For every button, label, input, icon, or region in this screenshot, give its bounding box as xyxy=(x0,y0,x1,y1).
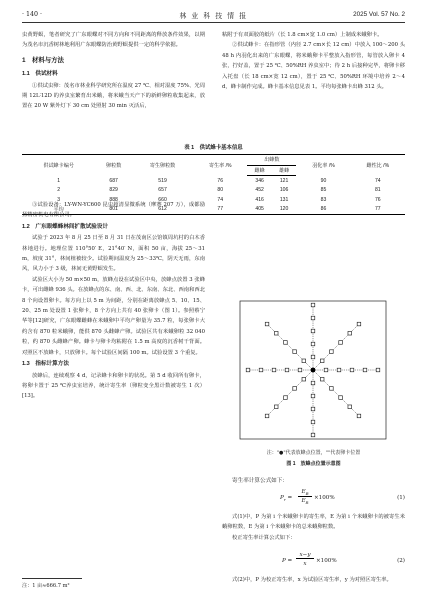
direction-line xyxy=(267,370,313,416)
table-row xyxy=(22,176,405,186)
egg-card-marker xyxy=(274,331,278,335)
egg-card-marker xyxy=(311,433,315,437)
table-cell: 612 xyxy=(132,205,193,215)
formula-1-den-symbol: E xyxy=(301,498,306,504)
direction-line xyxy=(313,324,359,370)
egg-card-marker xyxy=(265,414,269,418)
left-column-top xyxy=(22,30,205,112)
formula-2 xyxy=(222,552,405,574)
release-point-marker xyxy=(311,368,316,373)
egg-card-marker xyxy=(357,414,361,418)
table-cell: 405 xyxy=(247,205,271,215)
figure-legend: 注："●"代表放蜂点位置，""代表卵卡位置 xyxy=(266,450,361,456)
table-cell: 76 xyxy=(374,196,381,203)
formula-1 xyxy=(222,489,405,511)
egg-card-marker xyxy=(302,377,306,381)
footnote: 注：1 亩≈666.7 m² xyxy=(22,583,70,589)
formula-1-den-sub: R xyxy=(305,500,309,506)
egg-card-marker xyxy=(330,387,334,391)
formula-2-intro: 校正寄生率计算公式如下： xyxy=(232,534,296,541)
table-cell: 85 xyxy=(320,187,327,194)
egg-card-marker xyxy=(246,368,250,372)
egg-card-marker xyxy=(324,368,328,372)
formula-1-number: (1) xyxy=(397,495,405,501)
table-cell: 1 xyxy=(57,177,61,184)
where-2-text: 式(2)中，P 为校正寄生率，x 为试验区寄生率，y 为对照区寄生率。 xyxy=(232,577,392,583)
formula-intro: 寄生率计算公式如下： xyxy=(232,478,288,484)
egg-card-marker xyxy=(311,355,315,359)
egg-card-marker xyxy=(311,407,315,411)
section-heading-1: 1 材料与方法 xyxy=(22,56,64,64)
th-female: 雌蜂 xyxy=(247,165,271,176)
th-male: 雄蜂 xyxy=(272,165,296,176)
table-row xyxy=(22,186,405,196)
table-cell: 74 xyxy=(374,177,381,184)
intro-paragraph: 虫黄野螟，笔者研究了广东眼蝶对不同方向和不同距离的释放条件效果，以期为茂名市沉香树林地利用广东眼蝶防治黄野螟提供一定的科学依据。 xyxy=(22,32,205,49)
th-emergence-group: 出蜂数 xyxy=(247,155,296,166)
table-cell: 平均 xyxy=(22,205,95,215)
egg-card-marker xyxy=(298,368,302,372)
egg-card-marker xyxy=(376,368,380,372)
direction-line xyxy=(313,370,359,416)
table-cell: 687 xyxy=(109,177,118,184)
subsection-heading-1-2: 1.2 广东眼蝶蜂林间扩散试验设计 xyxy=(22,223,109,230)
journal-title: 林 业 科 技 情 报 xyxy=(179,12,248,20)
right-column-top xyxy=(222,30,405,92)
egg-card-marker xyxy=(311,316,315,320)
formula-2-symbol: P xyxy=(282,558,286,564)
th-female-ratio: 雌性比 /% xyxy=(351,155,405,176)
formula-2-tail: ×100% xyxy=(316,558,337,564)
running-header xyxy=(22,8,405,22)
egg-card-marker xyxy=(311,381,315,385)
egg-card-marker xyxy=(348,331,352,335)
egg-card-marker xyxy=(320,377,324,381)
egg-card-marker xyxy=(320,359,324,363)
table-caption: 表 1 供试蜂卡基本信息 xyxy=(184,145,243,151)
egg-card-marker xyxy=(274,405,278,409)
egg-card-marker xyxy=(284,396,288,400)
egg-card-marker xyxy=(259,368,263,372)
table-cell: 76 xyxy=(217,177,224,184)
formula-2-number: (2) xyxy=(397,558,405,564)
egg-card-marker xyxy=(311,303,315,307)
egg-card-marker xyxy=(330,350,334,354)
where-1-text: 式(1)中，P 为第 i 个米蛾卵卡的寄生率，E 为第 i 个米蛾卵卡的被寄生米蛾卵粒数，E 为第 i 个米蛾卵卡的总米蛾卵粒数。 xyxy=(222,514,405,531)
table-cell: 346 xyxy=(255,177,264,184)
material-paragraph-1: ①供试虫卵：茂名市林业科学研究所在温度 27 ℃、相对湿度 75%、光周期 12L∶12D 的养虫室繁育出米蛾，将米蛾当天产下的新鲜卵粒收集起来，放置在 20 W 紫外灯下 30 cm 处照射 30 min 灭活后， xyxy=(22,82,205,110)
table-cell: 90 xyxy=(320,177,327,184)
formula-2-denominator: x xyxy=(303,561,307,567)
subsection-heading-1-3: 1.3 指标计算方法 xyxy=(22,361,69,368)
equipment-paragraph: ③试验设备：LY-WN-YC600 昆虫超清显微系统（摩赛 207 万），成都励扬精密机电有限公司。 xyxy=(22,202,205,219)
egg-card-marker xyxy=(339,396,343,400)
design-paragraph: 试验区大小为 50 m×50 m，放蜂点设在试验区中央，放蜂点放置 3 张蜂卡，可出雌蜂 936 头。在放蜂点的东、南、西、北、东南、东北、西南和西北 8 个向设置卵卡。每方向上以 5 m 为间距，分别在距离放蜂点 5、10、15、20、25 m 处设置 1 张卵卡，8 个方向上共有 40 张卵卡（图 1）。参照蔡宁华等[12]研究，广东眼蝶雌蜂在米蛾卵中平均产卵量为 35.7 粒，每张卵卡大约含有 870 粒米蛾卵，能供 870 头雌蜂产卵。试验区共有米蛾卵粒 32 040 粒，约 870 头雌蜂产卵。蜂卡与卵卡均粘附在 1.5 m 高度的沉香树干背面。对照区不放蜂卡，只放卵卡。每个试验区间隔 100 m。试验设置 3 个重复。 xyxy=(22,276,205,356)
formula-1-symbol: P xyxy=(280,495,284,501)
table-cell: 77 xyxy=(193,205,247,215)
method-paragraph: 放蜂后，连续观察 4 d，记录蜂卡和卵卡的状况。第 5 d 收回所有卵卡，将卵卡置于 25 ℃养虫室培养，统计寄生率（卵粒变全黑计数被寄生 1 次）[13]。 xyxy=(22,372,205,400)
volume-issue: 2025 Vol. 57 No. 2 xyxy=(353,11,405,18)
footnote-rule xyxy=(22,578,82,579)
header-rule xyxy=(22,22,405,23)
material-paragraph-2: ②供试蜂卡：在指形管（内径 2.7 cm×长 12 cm）中放入 100～200 头 48 h 内羽化出来的广东眼蝶，将米蛾卵卡平整放入指形管，每管放入卵卡 4 张，拧好盖，置于 25 ℃、50%RH 养虫室中；待 2 h 后接种完毕，将卵卡移入托盘（长 18 cm×宽 12 cm），置于 25 ℃、50%RH 环境中培养 2～4 d，蜂卡制作完成。蜂卡基本信息见表 1。平均每张蜂卡出蜂 312 头。 xyxy=(222,42,405,91)
th-card-id: 供试蜂卡编号 xyxy=(22,155,95,176)
table-cell: 657 xyxy=(158,187,167,194)
th-egg-count: 卵粒数 xyxy=(95,155,132,176)
continuation-paragraph: 粘附于有双面胶的纸片（长 1.8 cm×宽 1.0 cm）上制成米蛾卵卡。 xyxy=(222,32,383,38)
table-cell: 660 xyxy=(158,196,167,203)
table-cell: 81 xyxy=(374,187,381,194)
direction-line xyxy=(267,324,313,370)
formula-2-explanation xyxy=(222,575,405,585)
release-point-figure xyxy=(222,297,405,447)
table-cell: 80 xyxy=(217,187,224,194)
figure-caption: 图 1 放蜂点位置示意图 xyxy=(286,461,341,467)
left-column-bottom xyxy=(22,200,205,402)
table-cell: 452 xyxy=(255,187,264,194)
table-cell: 77 xyxy=(351,205,405,215)
table-cell: 2 xyxy=(57,187,61,194)
egg-card-marker xyxy=(265,322,269,326)
th-parasitized: 寄生卵粒数 xyxy=(132,155,193,176)
egg-card-marker xyxy=(302,359,306,363)
formula-1-numerator xyxy=(298,489,312,497)
egg-card-marker xyxy=(311,394,315,398)
egg-card-marker xyxy=(285,368,289,372)
egg-card-marker xyxy=(293,387,297,391)
egg-card-marker xyxy=(350,368,354,372)
egg-card-marker xyxy=(284,341,288,345)
th-parasitism-rate: 寄生率 /% xyxy=(193,155,247,176)
egg-card-marker xyxy=(311,329,315,333)
egg-card-marker xyxy=(293,350,297,354)
egg-card-marker xyxy=(363,368,367,372)
table-cell: 106 xyxy=(279,187,289,194)
th-eclosion-rate: 羽化率 /% xyxy=(296,155,350,176)
formula-1-explanation xyxy=(222,512,405,543)
release-layout-diagram xyxy=(222,297,405,447)
egg-card-marker xyxy=(311,342,315,346)
formula-1-num-symbol: E xyxy=(301,489,306,495)
page-number: · 140 · xyxy=(22,11,43,18)
subsection-heading-1-1: 1.1 供试材料 xyxy=(22,71,58,78)
egg-card-marker xyxy=(339,341,343,345)
table-cell: 120 xyxy=(272,205,296,215)
formula-2-lhs: P = xyxy=(282,558,293,564)
formula-1-denominator xyxy=(298,498,312,505)
formula-1-lhs: $P_r$ = xyxy=(280,495,293,503)
table-cell: 83 xyxy=(320,196,327,203)
table-cell: 131 xyxy=(279,196,289,203)
table-cell: 829 xyxy=(109,187,118,194)
table-cell: 3 xyxy=(57,196,61,203)
site-paragraph: 试验于 2023 年 8 月 25 日至 8 月 31 日在茂南区公馆镇周坑村的白木香林地进行。地理位置 110°50′ E，21°40′ N，面积 50 亩，海拔 25～31 m，坡度 31°，林间植被较少。试验期间温度为 25～33℃，阴天无雨，东南风，风力小于 3 级，林间无黄野螟发生。 xyxy=(22,235,205,273)
table-cell: 801 xyxy=(95,205,132,215)
formula-1-num-sub: B xyxy=(305,491,309,497)
egg-card-marker xyxy=(311,420,315,424)
table-cell: 888 xyxy=(109,196,118,203)
table-cell: 86 xyxy=(296,205,350,215)
table-cell: 416 xyxy=(255,196,264,203)
table-cell: 519 xyxy=(158,177,167,184)
formula-1-sub: r xyxy=(283,497,286,503)
egg-card-marker xyxy=(337,368,341,372)
egg-card-marker xyxy=(357,322,361,326)
table-cell: 74 xyxy=(217,196,224,203)
formula-1-tail: ×100% xyxy=(314,495,335,501)
table-cell: 121 xyxy=(279,177,289,184)
formula-2-numerator: x−y xyxy=(296,552,314,559)
egg-card-marker xyxy=(348,405,352,409)
egg-card-marker xyxy=(272,368,276,372)
